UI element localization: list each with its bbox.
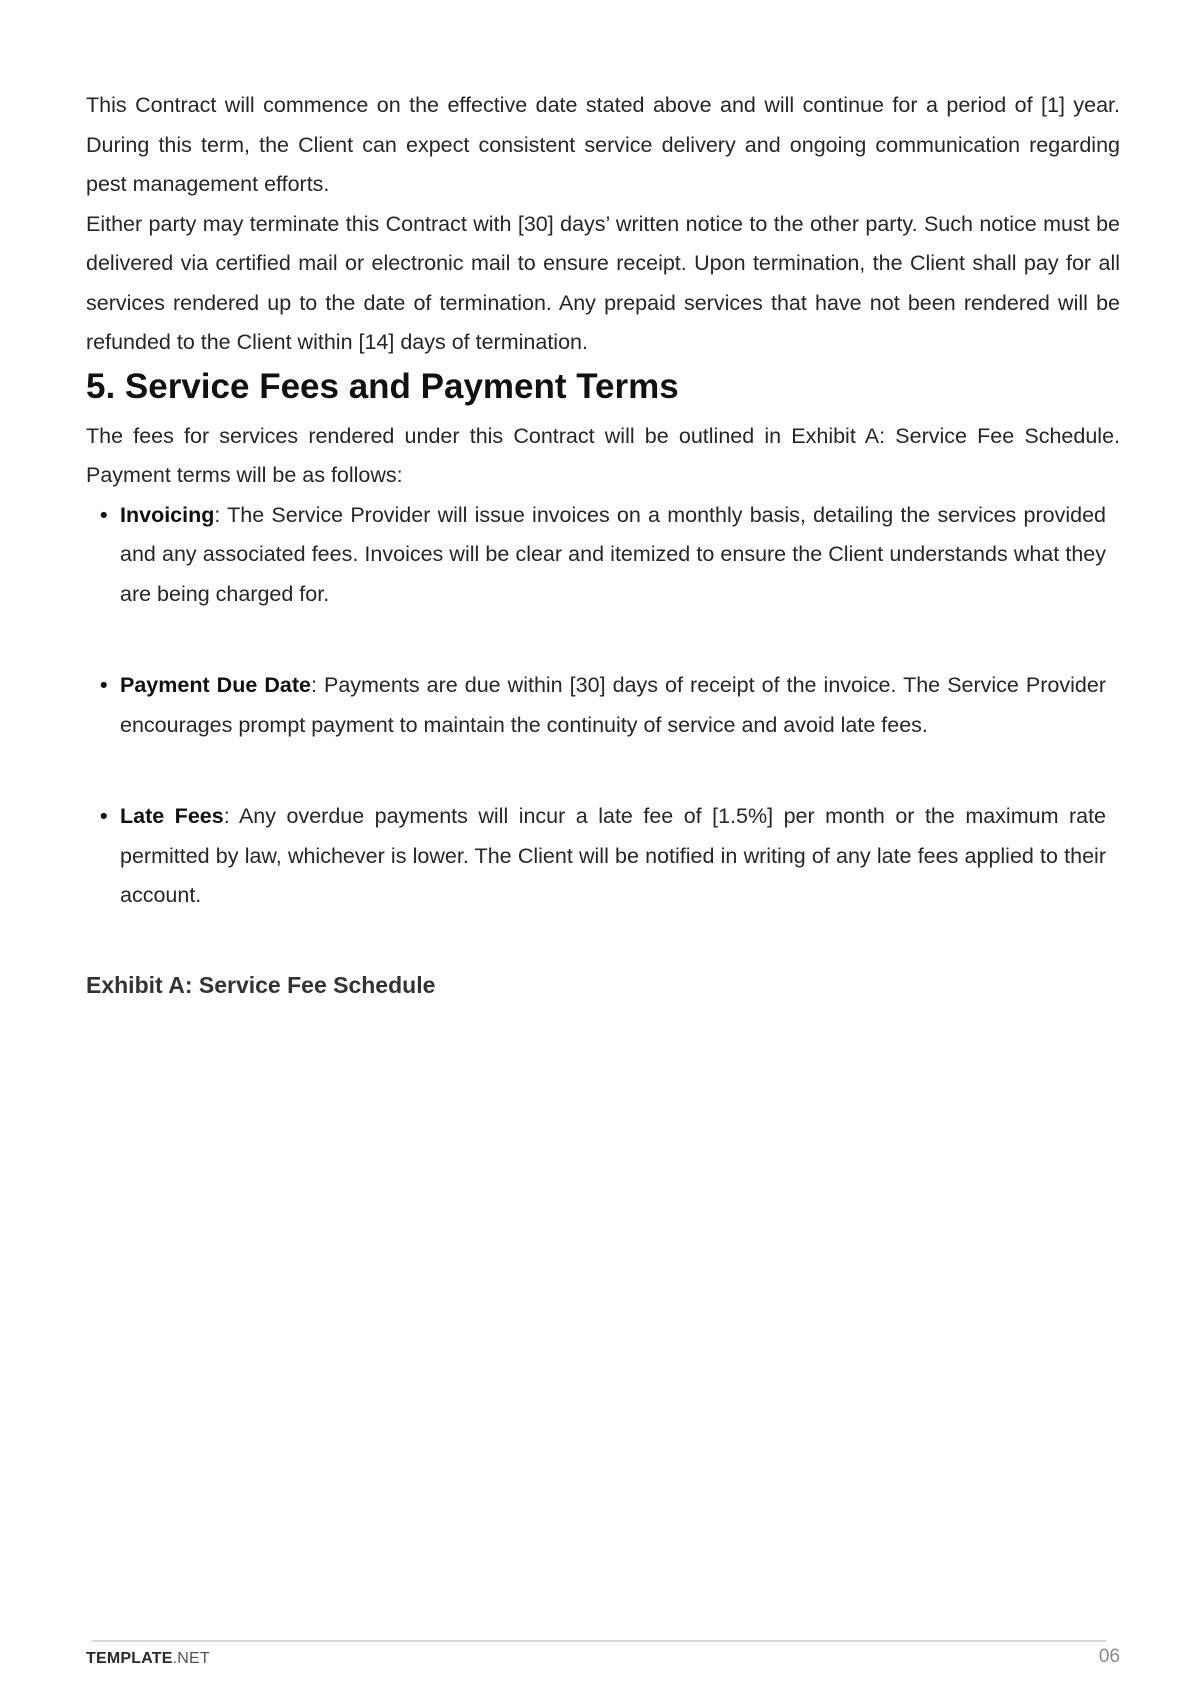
exhibit-heading: Exhibit A: Service Fee Schedule [86, 971, 436, 998]
bullet-text: : The Service Provider will issue invoices on a monthly basis, detailing the services provided and any associated fees. Invoices will be clear and itemized to ensure the Client understands what they are being charged for. [120, 502, 1106, 606]
bullet-term: Late Fees [120, 804, 224, 828]
footer-divider [92, 1640, 1106, 1642]
page-footer [86, 1640, 1120, 1680]
bullet-text: : Payments are due within [30] days of receipt of the invoice. The Service Provider encourages prompt payment to maintain the continuity of service and avoid late fees. [120, 673, 1106, 737]
page-content [86, 86, 1120, 1002]
page-number: 06 [1098, 1646, 1120, 1667]
template-net-logo [86, 1650, 210, 1668]
bullet-term: Payment Due Date [120, 673, 311, 697]
bullet-term: Invoicing [120, 502, 215, 527]
list-item-invoicing [100, 496, 1106, 615]
contract-term-paragraph: This Contract will commence on the effective date stated above and will continue for a period of [1] year. During this term, the Client can expect consistent service delivery and ongoing communication regarding pest management efforts. [86, 93, 1120, 196]
list-item-late-fees [100, 797, 1106, 916]
fees-intro-paragraph: The fees for services rendered under this Contract will be outlined in Exhibit A: Service Fee Schedule. Payment terms will be as follows: [86, 423, 1120, 487]
bullet-icon: • [100, 673, 108, 697]
termination-paragraph: Either party may terminate this Contract with [30] days’ written notice to the other party. Such notice must be delivered via certified mail or electronic mail to ensure receipt. Upon termination, the Client shall pay for all services rendered up to the date of termination. Any prepaid services that have not been rendered will be refunded to the Client within [14] days of termination. [86, 211, 1120, 354]
bullet-icon: • [100, 502, 108, 527]
logo-light-text: .NET [172, 1650, 210, 1667]
bullet-icon: • [100, 804, 108, 828]
logo-bold-text: TEMPLATE [86, 1650, 173, 1667]
bullet-text: : Any overdue payments will incur a late fee of [1.5%] per month or the maximum rate permitted by law, whichever is lower. The Client will be notified in writing of any late fees applied to their account. [120, 804, 1107, 907]
section-heading-fees: 5. Service Fees and Payment Terms [86, 366, 679, 406]
list-item-payment-due-date [100, 666, 1106, 745]
payment-terms-list [86, 496, 1106, 916]
